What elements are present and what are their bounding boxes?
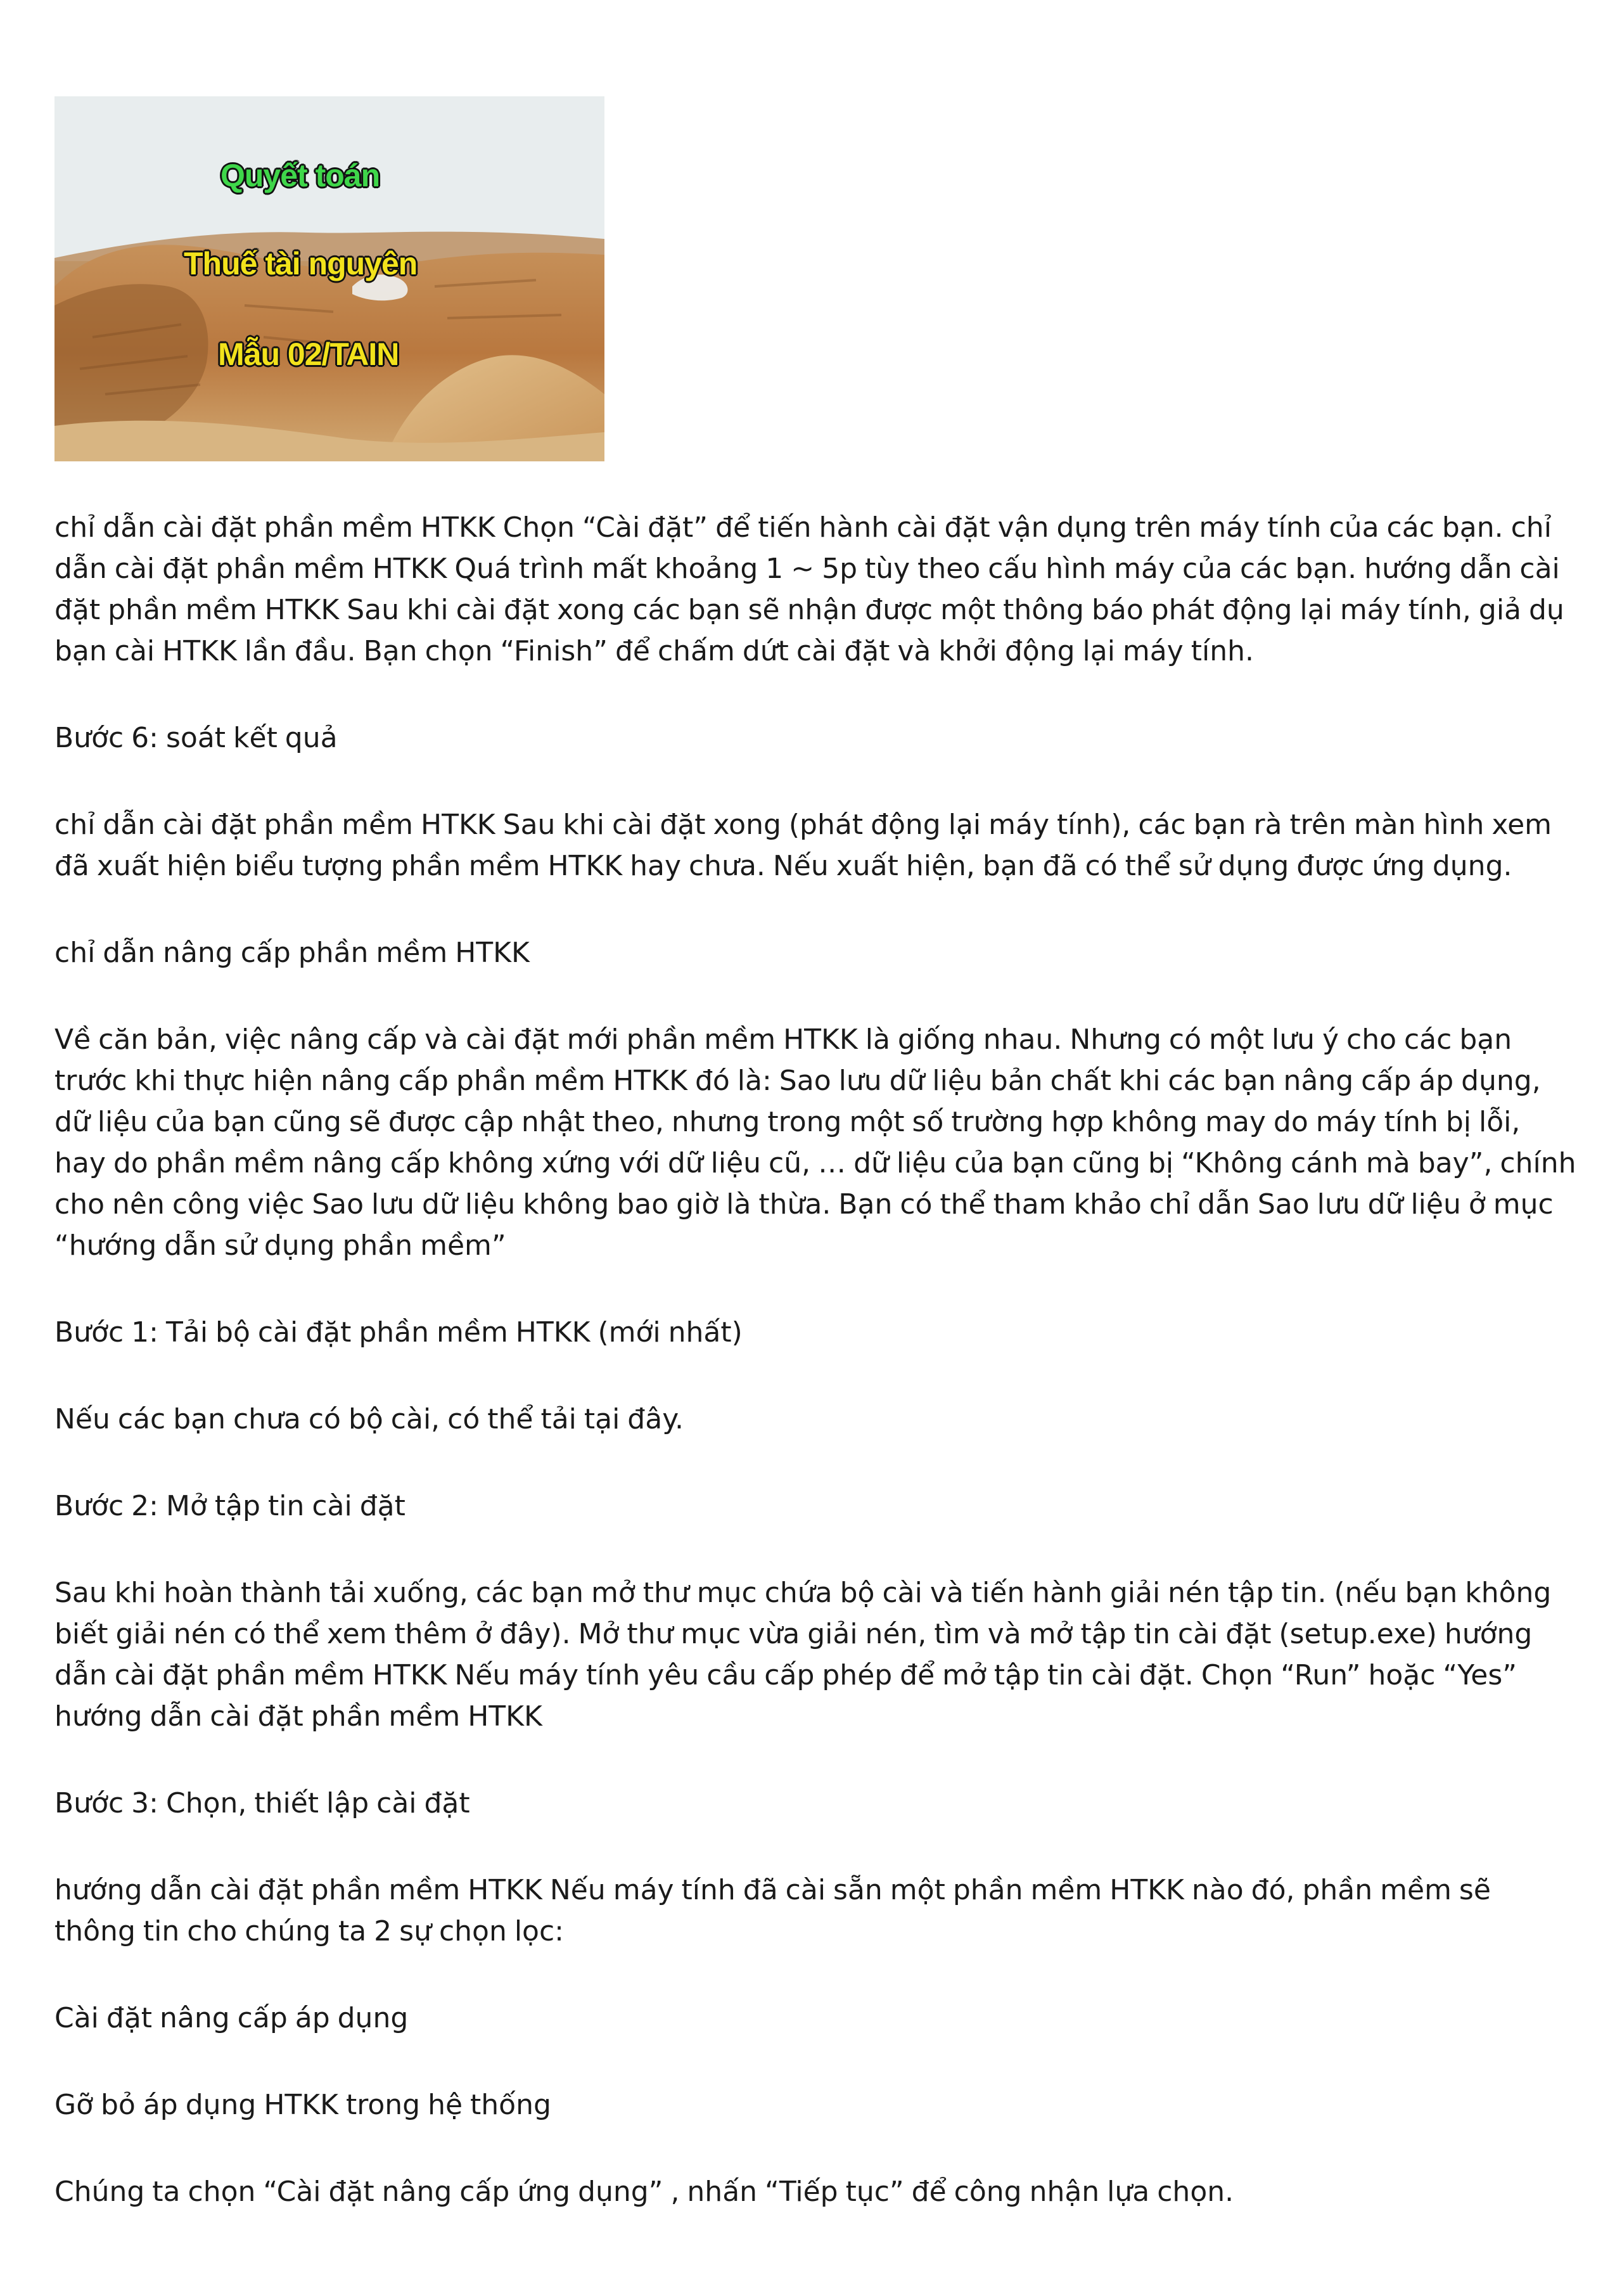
paragraph-confirm-choice: Chúng ta chọn “Cài đặt nâng cấp ứng dụng” , nhấn “Tiếp tục” để công nhận lựa chọn. <box>54 2176 1234 2208</box>
hero-title-line-1: Quyết toán <box>220 158 380 193</box>
heading-upgrade-guide: chỉ dẫn nâng cấp phần mềm HTKK <box>54 937 530 969</box>
heading-step-2: Bước 2: Mở tập tin cài đặt <box>54 1490 406 1522</box>
paragraph-upgrade-note: Về căn bản, việc nâng cấp và cài đặt mới phần mềm HTKK là giống nhau. Nhưng có một lưu ý cho các bạn trước khi thực hiện nâng cấp phần mềm HTKK đó là: Sao lưu dữ liệu bản chất khi các bạn nâng cấp áp dụng, dữ liệu của bạn cũng sẽ được cập nhật theo, nhưng trong một số trường hợp không may do máy tính bị lỗi, hay do phần mềm nâng cấp không xứng với dữ liệu cũ, … dữ liệu của bạn cũng bị “Không cánh mà bay”, chính cho nên công việc Sao lưu dữ liệu không bao giờ là thừa. Bạn có thể tham khảo chỉ dẫn Sao lưu dữ liệu ở mục “hướng dẫn sử dụng phần mềm” <box>54 1023 1576 1262</box>
heading-step-6: Bước 6: soát kết quả <box>54 722 338 754</box>
hero-title-line-2: Thuế tài nguyên <box>184 246 418 281</box>
option-uninstall: Gỡ bỏ áp dụng HTKK trong hệ thống <box>54 2089 551 2121</box>
hero-image <box>54 96 604 461</box>
paragraph-open-setup: Sau khi hoàn thành tải xuống, các bạn mở thư mục chứa bộ cài và tiến hành giải nén tập tin. (nếu bạn không biết giải nén có thể xem thêm ở đây). Mở thư mục vừa giải nén, tìm và mở tập tin cài đặt (setup.exe) hướng dẫn cài đặt phần mềm HTKK Nếu máy tính yêu cầu cấp phép để mở tập tin cài đặt. Chọn “Run” hoặc “Yes” hướng dẫn cài đặt phần mềm HTKK <box>54 1577 1552 1733</box>
option-upgrade: Cài đặt nâng cấp áp dụng <box>54 2002 409 2034</box>
paragraph-download: Nếu các bạn chưa có bộ cài, có thể tải tại đây. <box>54 1403 684 1435</box>
paragraph-choose-option: hướng dẫn cài đặt phần mềm HTKK Nếu máy tính đã cài sẵn một phần mềm HTKK nào đó, phần mềm sẽ thông tin cho chúng ta 2 sự chọn lọc: <box>54 1874 1491 1947</box>
article-body <box>54 507 1578 2258</box>
heading-step-3: Bước 3: Chọn, thiết lập cài đặt <box>54 1787 470 1819</box>
paragraph-install-finish: chỉ dẫn cài đặt phần mềm HTKK Chọn “Cài đặt” để tiến hành cài đặt vận dụng trên máy tính của các bạn. chỉ dẫn cài đặt phần mềm HTKK Quá trình mất khoảng 1 ~ 5p tùy theo cấu hình máy của các bạn. hướng dẫn cài đặt phần mềm HTKK Sau khi cài đặt xong các bạn sẽ nhận được một thông báo phát động lại máy tính, giả dụ bạn cài HTKK lần đầu. Bạn chọn “Finish” để chấm dứt cài đặt và khởi động lại máy tính. <box>54 511 1564 667</box>
paragraph-check-result: chỉ dẫn cài đặt phần mềm HTKK Sau khi cài đặt xong (phát động lại máy tính), các bạn rà trên màn hình xem đã xuất hiện biểu tượng phần mềm HTKK hay chưa. Nếu xuất hiện, bạn đã có thể sử dụng được ứng dụng. <box>54 809 1552 882</box>
heading-step-1: Bước 1: Tải bộ cài đặt phần mềm HTKK (mới nhất) <box>54 1316 743 1349</box>
hero-title-line-3: Mẫu 02/TAIN <box>218 337 399 372</box>
